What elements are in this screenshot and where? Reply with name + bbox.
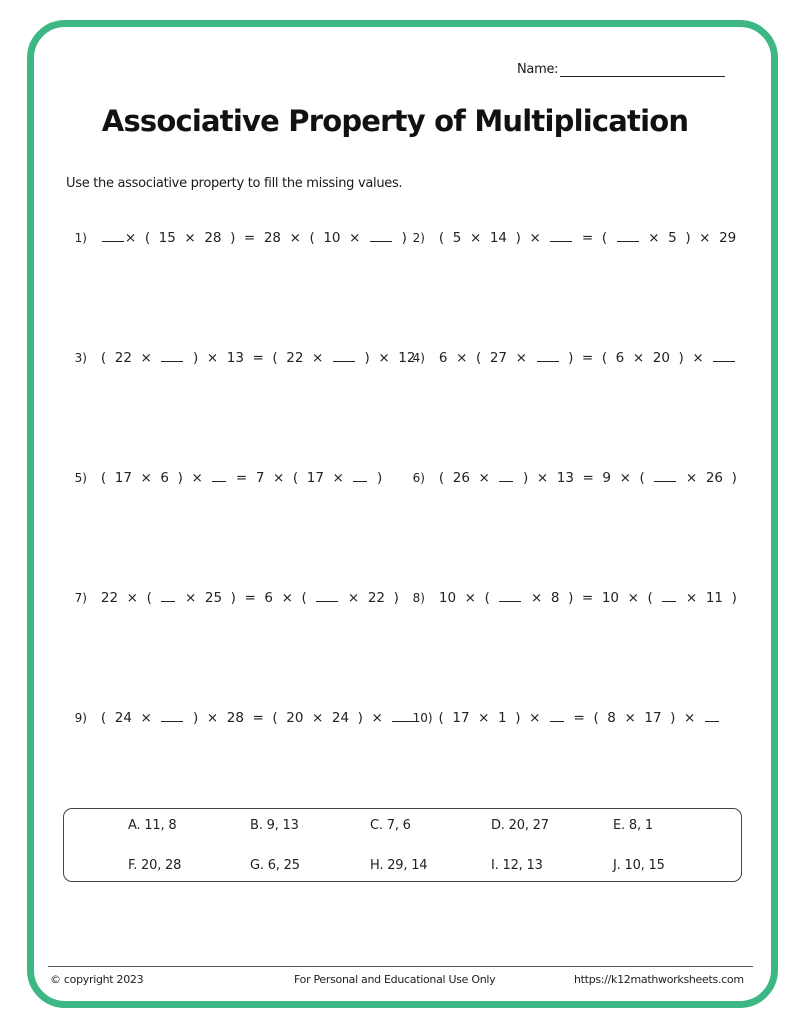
expression-text: ( 17 × 1 ) × [438, 710, 549, 726]
problem-number: 7) [74, 591, 87, 605]
answer-blank[interactable] [662, 587, 676, 602]
expression-text: ( 17 × 6 ) × [100, 470, 212, 486]
answer-blank[interactable] [353, 467, 367, 482]
footer-url-link[interactable]: https://k12mathworksheets.com [574, 973, 744, 986]
answer-choice-j: J. 10, 15 [613, 858, 665, 873]
answer-choice-g: G. 6, 25 [250, 858, 300, 873]
answer-blank[interactable] [161, 347, 183, 362]
problem-number: 9) [74, 711, 87, 725]
answer-blank[interactable] [212, 467, 226, 482]
problem-number: 6) [412, 471, 425, 485]
footer-copyright: © copyright 2023 [50, 973, 144, 986]
expression-text: ( 26 × [438, 470, 499, 486]
problem-number: 8) [412, 591, 425, 605]
expression-text: ) [368, 470, 383, 486]
expression-text: = 7 × ( 17 × [227, 470, 353, 486]
problem-number: 1) [74, 231, 87, 245]
problem-2 [404, 211, 736, 246]
expression-text: ) [392, 230, 407, 246]
problem-7 [66, 571, 399, 606]
problem-number: 2) [412, 231, 425, 245]
name-label: Name: [517, 62, 559, 77]
expression-text: × 26 ) [677, 470, 737, 486]
answer-blank[interactable] [316, 587, 338, 602]
expression-text: ) × 13 = 9 × ( [514, 470, 654, 486]
answer-choice-c: C. 7, 6 [370, 818, 411, 833]
answer-choice-e: E. 8, 1 [613, 818, 653, 833]
answer-choice-b: B. 9, 13 [250, 818, 299, 833]
problem-5 [66, 451, 382, 486]
answer-choice-h: H. 29, 14 [370, 858, 428, 873]
answer-blank[interactable] [499, 467, 513, 482]
expression-text: × 25 ) = 6 × ( [176, 590, 316, 606]
answer-blank[interactable] [370, 227, 392, 242]
answer-choice-i: I. 12, 13 [491, 858, 543, 873]
answer-choice-a: A. 11, 8 [128, 818, 177, 833]
expression-text: = ( [573, 230, 616, 246]
problem-1 [66, 211, 407, 246]
problem-number: 3) [74, 351, 87, 365]
answer-blank[interactable] [550, 707, 564, 722]
answer-blank[interactable] [499, 587, 521, 602]
answer-blank[interactable] [102, 227, 124, 242]
name-field [517, 62, 725, 77]
answer-blank[interactable] [617, 227, 639, 242]
name-blank[interactable] [560, 62, 725, 77]
expression-text: 6 × ( 27 × [438, 350, 536, 366]
expression-text: ) × 13 = ( 22 × [184, 350, 332, 366]
answer-blank[interactable] [713, 347, 735, 362]
problem-4 [404, 331, 736, 366]
expression-text: × 8 ) = 10 × ( [522, 590, 662, 606]
expression-text: × 22 ) [339, 590, 399, 606]
worksheet-title: Associative Property of Multiplication [101, 104, 689, 138]
problem-9 [66, 691, 415, 726]
expression-text: 22 × ( [100, 590, 161, 606]
expression-text: ( 24 × [100, 710, 161, 726]
expression-text: × 5 ) × 29 [639, 230, 737, 246]
problem-number: 10) [412, 711, 433, 725]
answer-blank[interactable] [537, 347, 559, 362]
answer-blank[interactable] [705, 707, 719, 722]
expression-text: ) × 12 [355, 350, 416, 366]
problem-8 [404, 571, 737, 606]
answer-blank[interactable] [161, 707, 183, 722]
answer-blank[interactable] [654, 467, 676, 482]
problem-number: 4) [412, 351, 425, 365]
instructions: Use the associative property to fill the missing values. [66, 176, 403, 191]
answer-blank[interactable] [550, 227, 572, 242]
answer-choice-d: D. 20, 27 [491, 818, 549, 833]
footer-usage: For Personal and Educational Use Only [294, 973, 496, 986]
problem-3 [66, 331, 415, 366]
expression-text: ( 5 × 14 ) × [438, 230, 550, 246]
expression-text: = ( 8 × 17 ) × [564, 710, 704, 726]
problem-10 [404, 691, 720, 726]
expression-text: ( 22 × [100, 350, 161, 366]
answer-choice-f: F. 20, 28 [128, 858, 182, 873]
answer-blank[interactable] [333, 347, 355, 362]
expression-text: ) = ( 6 × 20 ) × [559, 350, 713, 366]
expression-text: ) × 28 = ( 20 × 24 ) × [184, 710, 392, 726]
expression-text: × 11 ) [677, 590, 737, 606]
expression-text: × ( 15 × 28 ) = 28 × ( 10 × [124, 230, 369, 246]
answer-blank[interactable] [161, 587, 175, 602]
problem-number: 5) [74, 471, 87, 485]
expression-text: 10 × ( [438, 590, 499, 606]
problem-6 [404, 451, 737, 486]
footer-divider [48, 966, 753, 967]
